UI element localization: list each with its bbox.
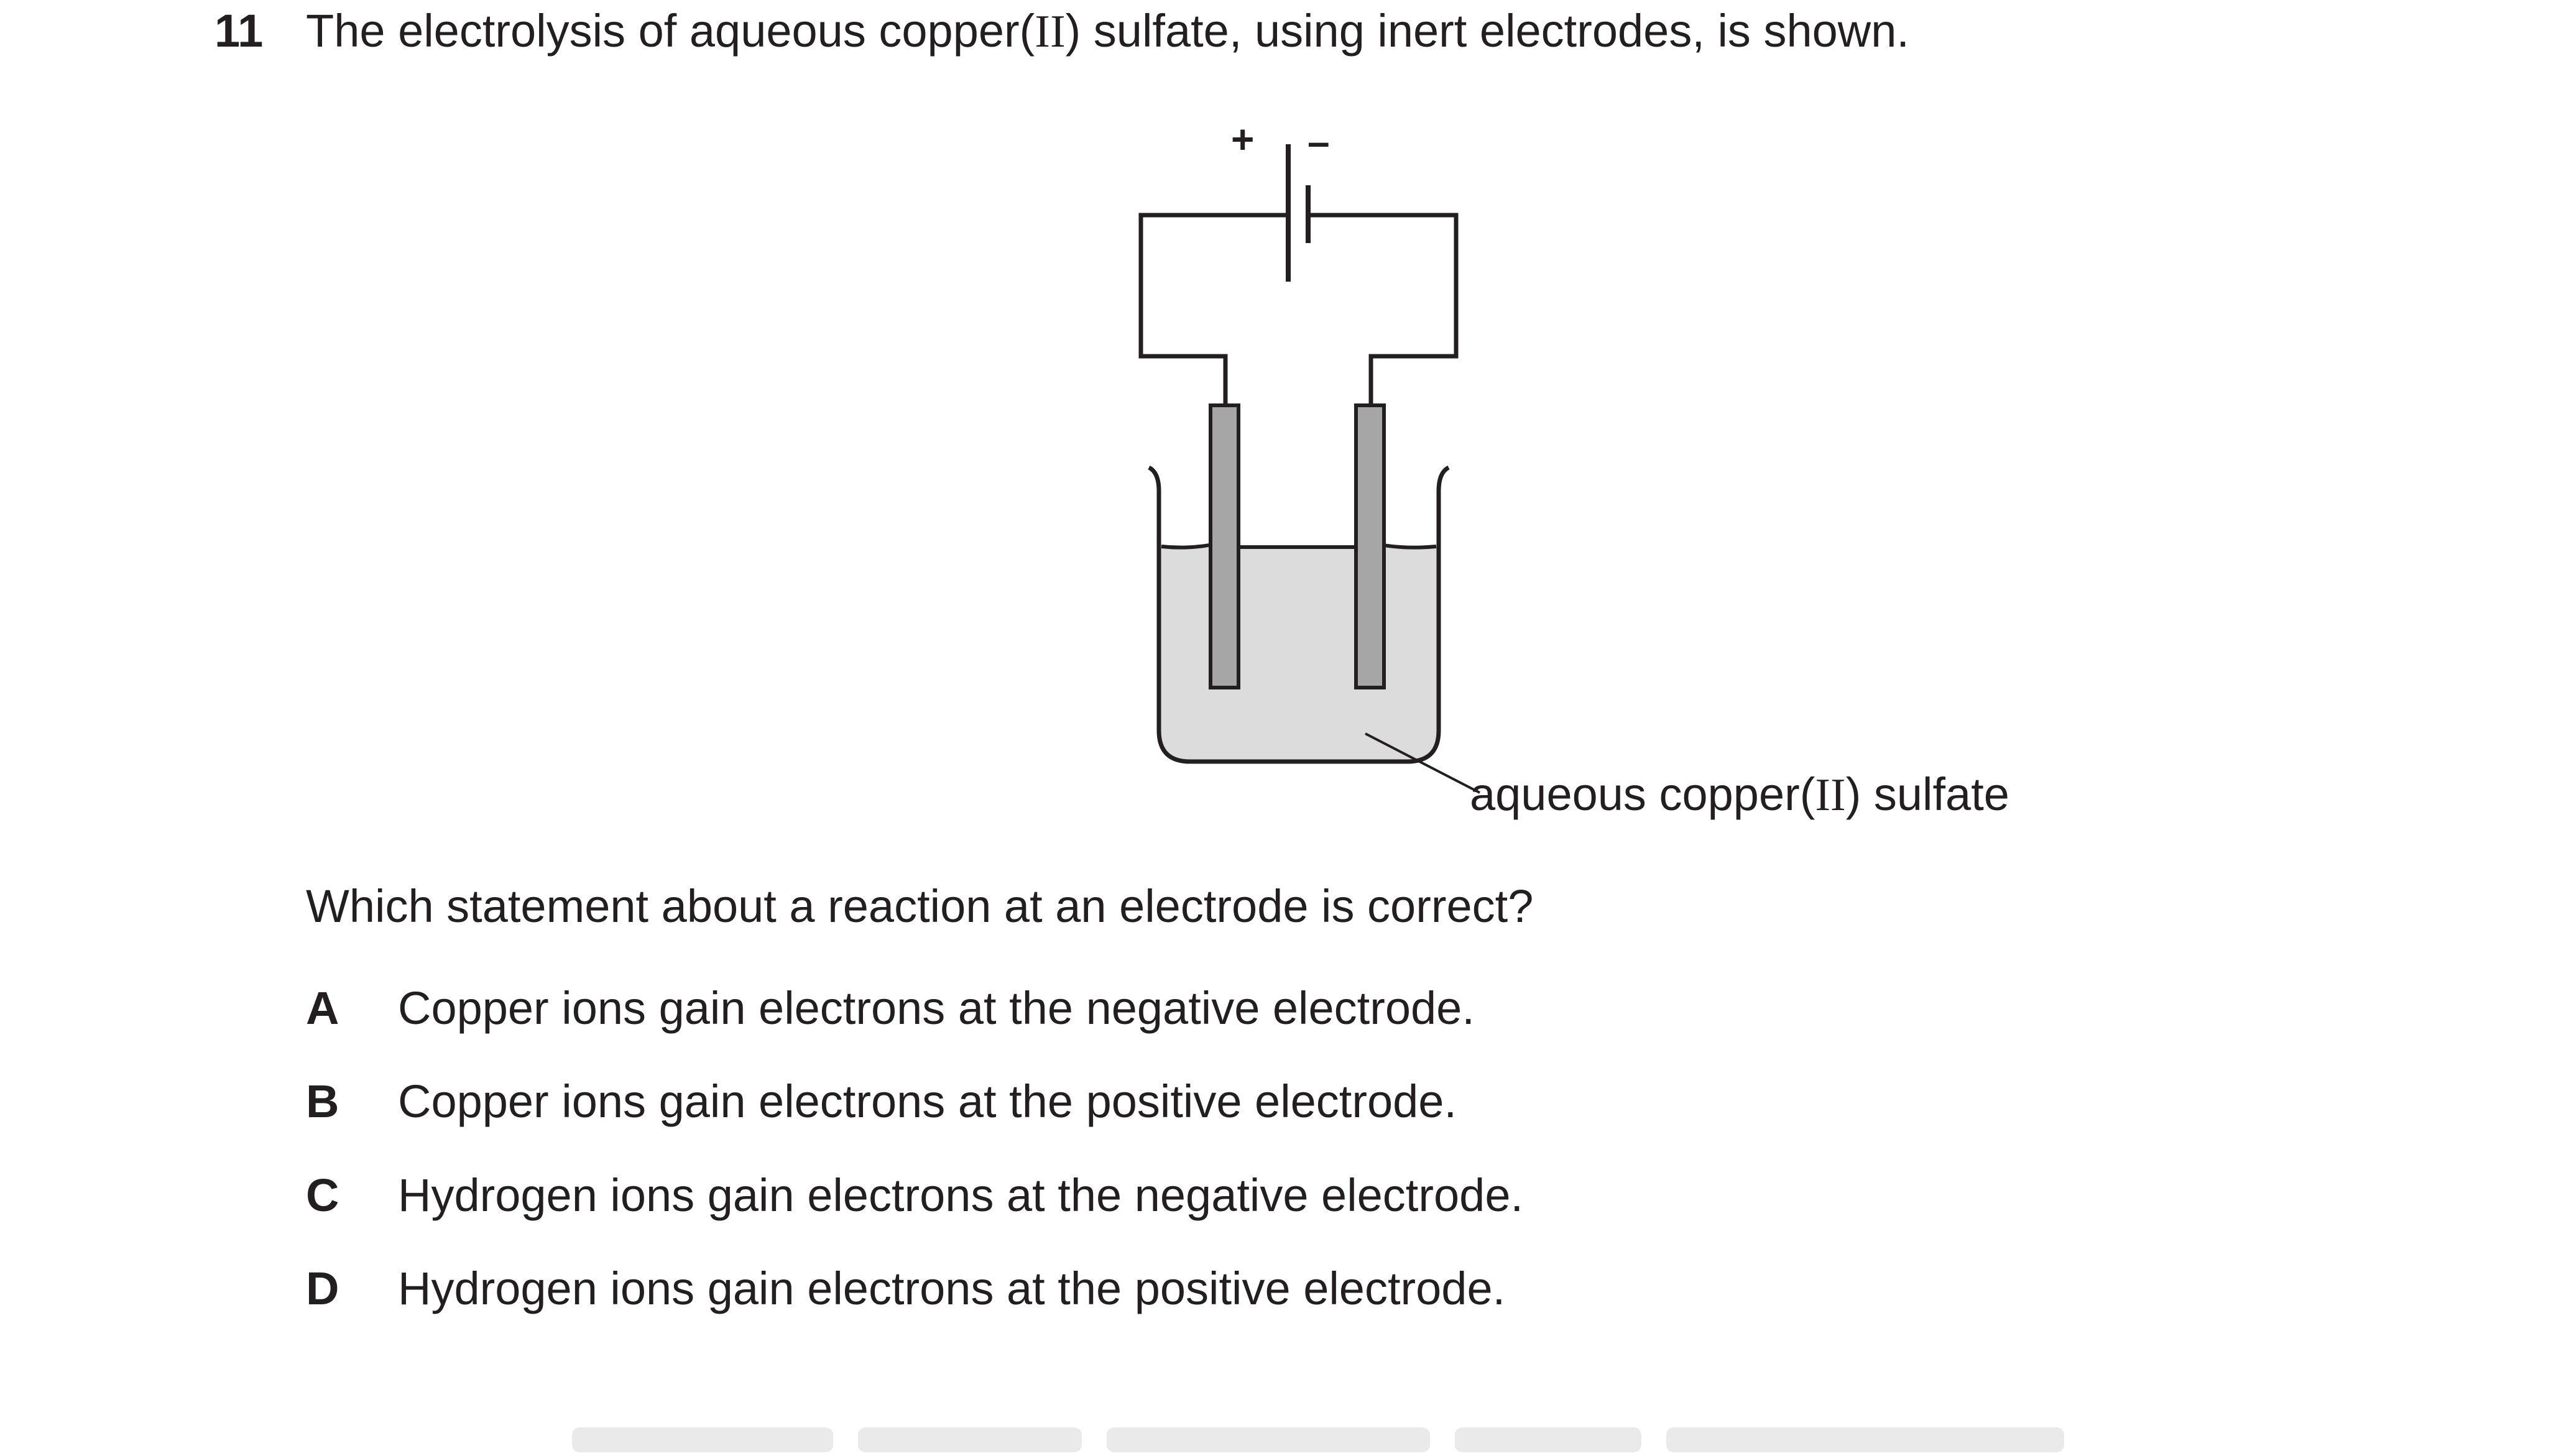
option-letter: C [306, 1169, 339, 1221]
solution-label-text-start: aqueous copper( [1470, 768, 1815, 820]
question-prompt: Which statement about a reaction at an electrode is correct? [306, 880, 1534, 932]
question-stem-roman-numeral: II [1035, 6, 1066, 57]
option-letter: D [306, 1263, 339, 1314]
option-text: Copper ions gain electrons at the negative electrode. [398, 982, 1475, 1034]
battery-cell [1288, 144, 1308, 282]
positive-electrode [1211, 405, 1238, 688]
right-wire [1308, 215, 1456, 404]
negative-electrode [1356, 405, 1384, 688]
left-wire [1141, 215, 1288, 404]
question-stem-text-start: The electrolysis of aqueous copper( [306, 5, 1035, 57]
solution-label-roman-numeral: II [1815, 770, 1846, 821]
copper-sulfate-solution [1159, 545, 1439, 762]
question-stem-text-end: ) sulfate, using inert electrodes, is shown. [1065, 5, 1909, 57]
liquid-surface [1161, 543, 1436, 548]
solution-label [1470, 768, 2009, 821]
positive-terminal-sign: + [1231, 117, 1255, 162]
option-text: Hydrogen ions gain electrons at the positive electrode. [398, 1263, 1506, 1314]
circuit-wires [1141, 215, 1456, 404]
negative-terminal-sign: – [1308, 119, 1330, 164]
solution-label-text-end: ) sulfate [1845, 768, 2009, 820]
question-number: 11 [214, 5, 264, 57]
option-letter: B [306, 1076, 339, 1127]
option-text: Hydrogen ions gain electrons at the negative electrode. [398, 1169, 1524, 1221]
next-question-cutoff-text [298, 1419, 2151, 1456]
option-letter: A [306, 982, 339, 1034]
option-text: Copper ions gain electrons at the positive electrode. [398, 1076, 1457, 1127]
